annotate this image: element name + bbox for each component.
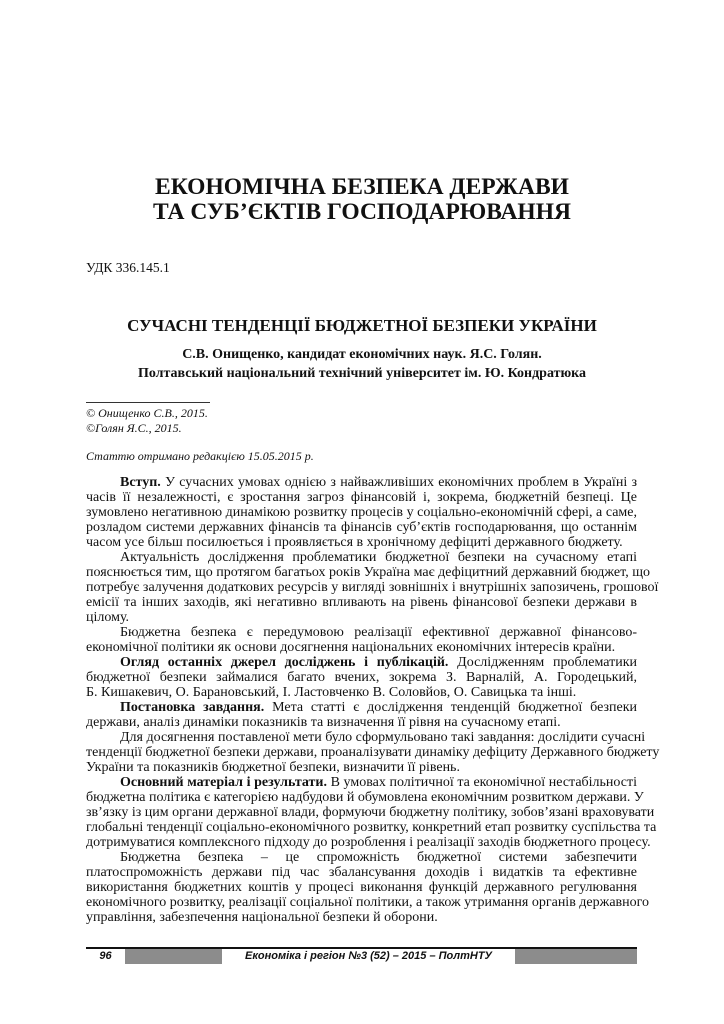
paragraph — [86, 775, 657, 850]
text-line — [86, 685, 637, 700]
text-line — [86, 910, 637, 925]
paragraph — [86, 700, 637, 730]
text-line — [86, 580, 659, 595]
text-line — [86, 655, 637, 670]
line-text: Бюджетна безпека є передумовою реалізації ефективної державної фінансово- — [120, 625, 637, 640]
text-line — [86, 475, 637, 490]
line-text: емісії та інших заходів, які негативно впливають на рівень фінансової безпеки держави в — [86, 595, 637, 610]
copyright-2: ©Голян Я.С., 2015. — [86, 421, 182, 435]
line-text: Б. Кишакевич, О. Барановський, І. Ластовченко В. Соловйов, О. Савицька та інші. — [86, 685, 577, 700]
line-text: платоспроможність держави під час збалансування доходів і видатків та ефективне — [86, 865, 637, 880]
authors-affiliation: Полтавський національний технічний університет ім. Ю. Кондратюка — [137, 366, 587, 381]
text-line — [86, 850, 637, 865]
line-text: У сучасних умовах однією з найважливіших економічних проблем в Україні з — [160, 475, 637, 490]
text-line — [86, 610, 637, 625]
text-line — [86, 700, 637, 715]
line-text: бюджетна політика є категорією надбудови й обумовлена економічним розвитком держави. У — [86, 790, 644, 805]
text-line — [86, 820, 657, 835]
text-line — [86, 790, 644, 805]
paragraph — [86, 625, 637, 655]
line-text: зумовлено негативною динамікою розвитку процесів у соціально-економічній сфері, а саме, — [86, 505, 637, 520]
paragraph-lead: Огляд останніх джерел досліджень і публікацій. — [120, 655, 449, 670]
text-line — [86, 805, 655, 820]
section-title-line-2: ТА СУБ’ЄКТІВ ГОСПОДАРЮВАННЯ — [153, 199, 571, 225]
line-text: Для досягнення поставленої мети було сформульовано такі завдання: дослідити сучасні — [120, 730, 646, 745]
line-text: В умовах політичної та економічної нестабільності — [326, 775, 637, 790]
line-text: часів її незалежності, є зростання загроз фінансовій і, зокрема, бюджетній безпеці. Це — [86, 490, 637, 505]
udk-code: УДК 336.145.1 — [86, 260, 170, 275]
line-text: управління, забезпечення національної безпеки й оборони. — [86, 910, 438, 925]
line-text: України та показників бюджетної безпеки, визначити її рівень. — [86, 760, 460, 775]
paragraph — [86, 850, 650, 925]
line-text: пояснюється тим, що протягом багатьох років Україна має дефіцитний державний бюджет, що — [86, 565, 650, 580]
line-text: Мета статті є дослідження тенденцій бюджетної безпеки — [264, 700, 638, 715]
text-line — [86, 865, 637, 880]
paragraph — [86, 730, 660, 775]
footnote-divider — [86, 402, 210, 403]
text-line — [86, 745, 660, 760]
page-footer — [86, 947, 637, 964]
text-line — [86, 490, 637, 505]
article-body — [86, 475, 660, 925]
footer-bar-left — [125, 949, 222, 964]
line-text: Бюджетна безпека – це спроможність бюджетної системи забезпечити — [120, 850, 637, 865]
text-line — [86, 640, 637, 655]
paragraph-lead: Вступ. — [120, 475, 161, 490]
text-line — [86, 715, 637, 730]
text-line — [86, 835, 651, 850]
line-text: глобальні тенденції соціально-економічного розвитку, конкретний етап розвитку суспільства та — [86, 820, 657, 835]
line-text: Актуальність дослідження проблематики бюджетної безпеки на сучасному етапі — [120, 550, 637, 565]
line-text: економічного розвитку, реалізації соціальної політики, а також утримання органів державного — [86, 895, 650, 910]
text-line — [86, 730, 646, 745]
received-date: Статтю отримано редакцією 15.05.2015 р. — [86, 449, 314, 463]
line-text: Дослідженням проблематики — [448, 655, 637, 670]
text-line — [86, 760, 637, 775]
paragraph-lead: Постановка завдання. — [120, 700, 265, 715]
text-line — [86, 625, 637, 640]
paragraph — [86, 550, 659, 625]
text-line — [86, 895, 650, 910]
text-line — [86, 880, 637, 895]
line-text: потребує залучення додаткових ресурсів у вигляді зовнішніх і внутрішніх запозичень, грошової — [86, 580, 659, 595]
journal-name: Економіка і регіон №3 (52) – 2015 – ПолтНТУ — [244, 950, 492, 962]
authors-names: С.В. Онищенко, кандидат економічних наук. Я.С. Голян. — [182, 347, 542, 362]
line-text: використання бюджетних коштів у процесі виконання функцій державного регулювання — [86, 880, 637, 895]
line-text: бюджетної безпеки займалися багато вчених, зокрема З. Варналій, А. Городецький, — [86, 670, 637, 685]
paragraph-lead: Основний матеріал і результати. — [120, 775, 327, 790]
footer-bar-right — [515, 949, 637, 964]
paragraph — [86, 655, 637, 700]
line-text: цілому. — [86, 610, 130, 625]
text-line — [86, 505, 637, 520]
paragraph — [86, 475, 637, 550]
text-line — [86, 565, 650, 580]
line-text: економічної політики як основи досягнення національних економічних інтересів країни. — [86, 640, 616, 655]
text-line — [86, 595, 637, 610]
section-title-line-1: ЕКОНОМІЧНА БЕЗПЕКА ДЕРЖАВИ — [155, 174, 569, 200]
line-text: дотримуватися комплексного підходу до розроблення і реалізації заходів бюджетного процесу. — [86, 835, 651, 850]
text-line — [86, 775, 637, 790]
article-title: СУЧАСНІ ТЕНДЕНЦІЇ БЮДЖЕТНОЇ БЕЗПЕКИ УКРАЇНИ — [127, 316, 597, 335]
text-line — [86, 535, 637, 550]
line-text: зв’язку із цим органи державної влади, формуючи бюджетну політику, зобов’язані враховувати — [86, 805, 655, 820]
authors — [0, 345, 724, 383]
line-text: тенденції бюджетної безпеки держави, проаналізувати динаміку дефіциту Державного бюджету — [86, 745, 660, 760]
text-line — [86, 670, 637, 685]
copyright-1: © Онищенко С.В., 2015. — [86, 406, 208, 420]
line-text: розладом системи державних фінансів та фінансів суб’єктів господарювання, що останнім — [86, 520, 637, 535]
text-line — [86, 520, 637, 535]
line-text: часом усе більш посилюється і проявляється в хронічному дефіциті державного бюджету. — [86, 535, 623, 550]
page-number: 96 — [99, 950, 112, 962]
text-line — [86, 550, 637, 565]
line-text: держави, аналіз динаміки показників та визначення її рівня на сучасному етапі. — [86, 715, 561, 730]
